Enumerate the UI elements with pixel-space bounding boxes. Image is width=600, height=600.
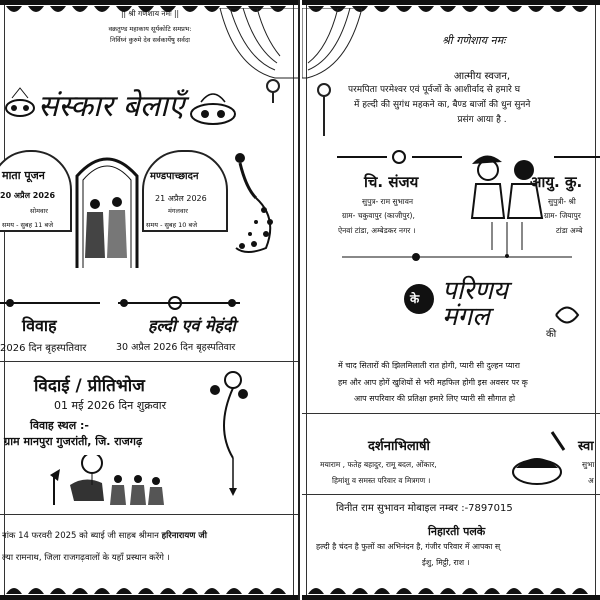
- mask-right-icon: [185, 86, 240, 136]
- event-time: समय - सुबह 11 बजे: [2, 221, 54, 229]
- divider-line: [302, 494, 600, 495]
- bride-village: ग्राम- जियापुर: [544, 211, 581, 220]
- event-day: सोमवार: [30, 207, 48, 215]
- haldi-date: 30 अप्रैल 2026 दिन बृहस्पतिवार: [116, 342, 236, 353]
- groom-village: ग्राम- चकुवापुर (काजीपुर),: [342, 211, 415, 220]
- swirl-ornament-icon: [552, 300, 582, 330]
- swagat-title: स्वा: [578, 439, 594, 454]
- event-name: माता पूजन: [2, 169, 45, 182]
- floral-hanging-icon: [205, 368, 250, 498]
- groom-father: सुपुत्र- राम सुभावन: [362, 197, 414, 206]
- bride-name: आयु. कु.: [530, 173, 583, 191]
- ke-label: के: [410, 292, 420, 306]
- ki-label: की: [546, 329, 557, 340]
- vidai-date: 01 मई 2026 दिन शुक्रवार: [54, 399, 167, 412]
- curtain-drape-icon: [302, 8, 372, 138]
- shloka-line-1: वक्रतुण्ड महाकाय सूर्यकोटि समप्रभ:: [108, 25, 192, 33]
- salutation: आत्मीय स्वजन,: [453, 71, 511, 82]
- mask-left-icon: [2, 86, 38, 126]
- ornament-divider: [342, 250, 572, 264]
- event-time: समय - सुबह 10 बजे: [146, 221, 198, 229]
- vivah-date: 2026 दिन बृहस्पतिवार: [0, 343, 87, 354]
- darshan-line-2: हिमांशु व समस्त परिवार व मित्रगण ।: [332, 476, 431, 485]
- poem-line-1: में चाद सितारों की झिलमिलाती रात होगी, प्यारी सी दुल्हन प्यारा: [338, 361, 520, 370]
- swagat-line-1: सुभा: [582, 460, 595, 469]
- couple-doorway-illustration: [73, 146, 141, 268]
- intro-line-3: प्रसंग आया है .: [457, 115, 507, 125]
- parinay-mangal-title: परिणय मंगल: [442, 276, 509, 332]
- bride-father: सुपुत्री- श्री: [548, 197, 576, 206]
- baraat-procession-illustration: [40, 455, 170, 510]
- event-date: 20 अप्रैल 2026: [0, 191, 56, 200]
- shloka-line-2: निर्विघ्नं कुरुमे देव सर्वकार्येषु सर्वदा: [110, 36, 190, 44]
- niharti-title: निहारती पलके: [428, 525, 486, 538]
- kalash-drum-icon: [502, 428, 572, 488]
- vivah-title: विवाह: [22, 316, 57, 335]
- divider-line: [0, 361, 300, 362]
- event-day: मंगलवार: [168, 207, 188, 215]
- poem-line-3: आप सपरिवार की प्रतिक्षा हमारे लिए प्यारी सी सौगात हो: [354, 394, 516, 403]
- ornament-divider: [552, 147, 600, 167]
- intro-line-2: में हल्दी की सुगंध महकने का, बैण्ड बाजों की धुन सुनने: [354, 100, 531, 110]
- event-date: 21 अप्रैल 2026: [155, 194, 207, 203]
- bride-district: टांडा अम्बे: [556, 226, 583, 235]
- darshan-title: दर्शनाभिलाषी: [368, 439, 430, 454]
- ornament-divider: [0, 290, 300, 316]
- intro-line-1: परमपिता परमेश्वर एवं पूर्वजों के आशीर्वाद से हमारे घ: [348, 85, 521, 95]
- couple-illustration: [462, 138, 552, 258]
- venue: ग्राम मानपुरा गुजरांती, जि. राजगढ़: [4, 435, 143, 448]
- ganesh-mantra: श्री गणेशाय नमः: [442, 34, 506, 47]
- bottom-border-pattern: [302, 578, 600, 600]
- groom-name: चि. संजय: [364, 173, 419, 191]
- event-name: मण्डपाच्छादन: [150, 171, 199, 182]
- divider-line: [0, 514, 300, 515]
- darshan-line-1: मयाराम , फतेह बहादुर, रामू बदल, ओंकार,: [320, 460, 437, 469]
- swagat-line-2: अ: [588, 476, 594, 485]
- departure-note-2: ल्या रामनाथ, जिला राजगढ़वालों के यहाँ प्रस्थान करेंगे ।: [2, 553, 170, 563]
- right-page: [302, 0, 600, 600]
- vinit-contact: विनीत राम सुभावन मोबाइल नम्बर :-7897015: [336, 503, 513, 514]
- groom-district: ऐनवां टांडा, अम्बेडकर नगर ।: [338, 226, 416, 235]
- niharti-line-1: हल्दी है चंदन है फुलों का अभिनंदन है, गंजीर परिवार में आपका स्: [316, 542, 501, 551]
- haldi-title: हल्दी एवं मेहंदी: [148, 316, 236, 335]
- departure-note-1: नांक 14 फरवरी 2025 को ब्याई जी साहब श्रीमान हरिनारायण जी: [2, 531, 207, 541]
- bottom-border-pattern: [0, 578, 300, 600]
- vidai-title: विदाई / प्रीतिभोज: [34, 376, 145, 396]
- sanskar-title: संस्कार बेलाएँ: [38, 89, 185, 124]
- poem-line-2: हम और आप होगें खुशियों से भरी महफिल होगी इस अवसर पर कृ: [338, 378, 528, 387]
- venue-label: विवाह स्थल :-: [30, 419, 89, 432]
- ganesh-mantra: || श्री गणेशाय नमः ||: [120, 9, 180, 18]
- ornament-divider: [332, 147, 467, 167]
- niharti-line-2: ईशु, मिट्ठी, राश ।: [422, 558, 470, 567]
- peacock-icon: [226, 148, 282, 258]
- divider-line: [302, 413, 600, 414]
